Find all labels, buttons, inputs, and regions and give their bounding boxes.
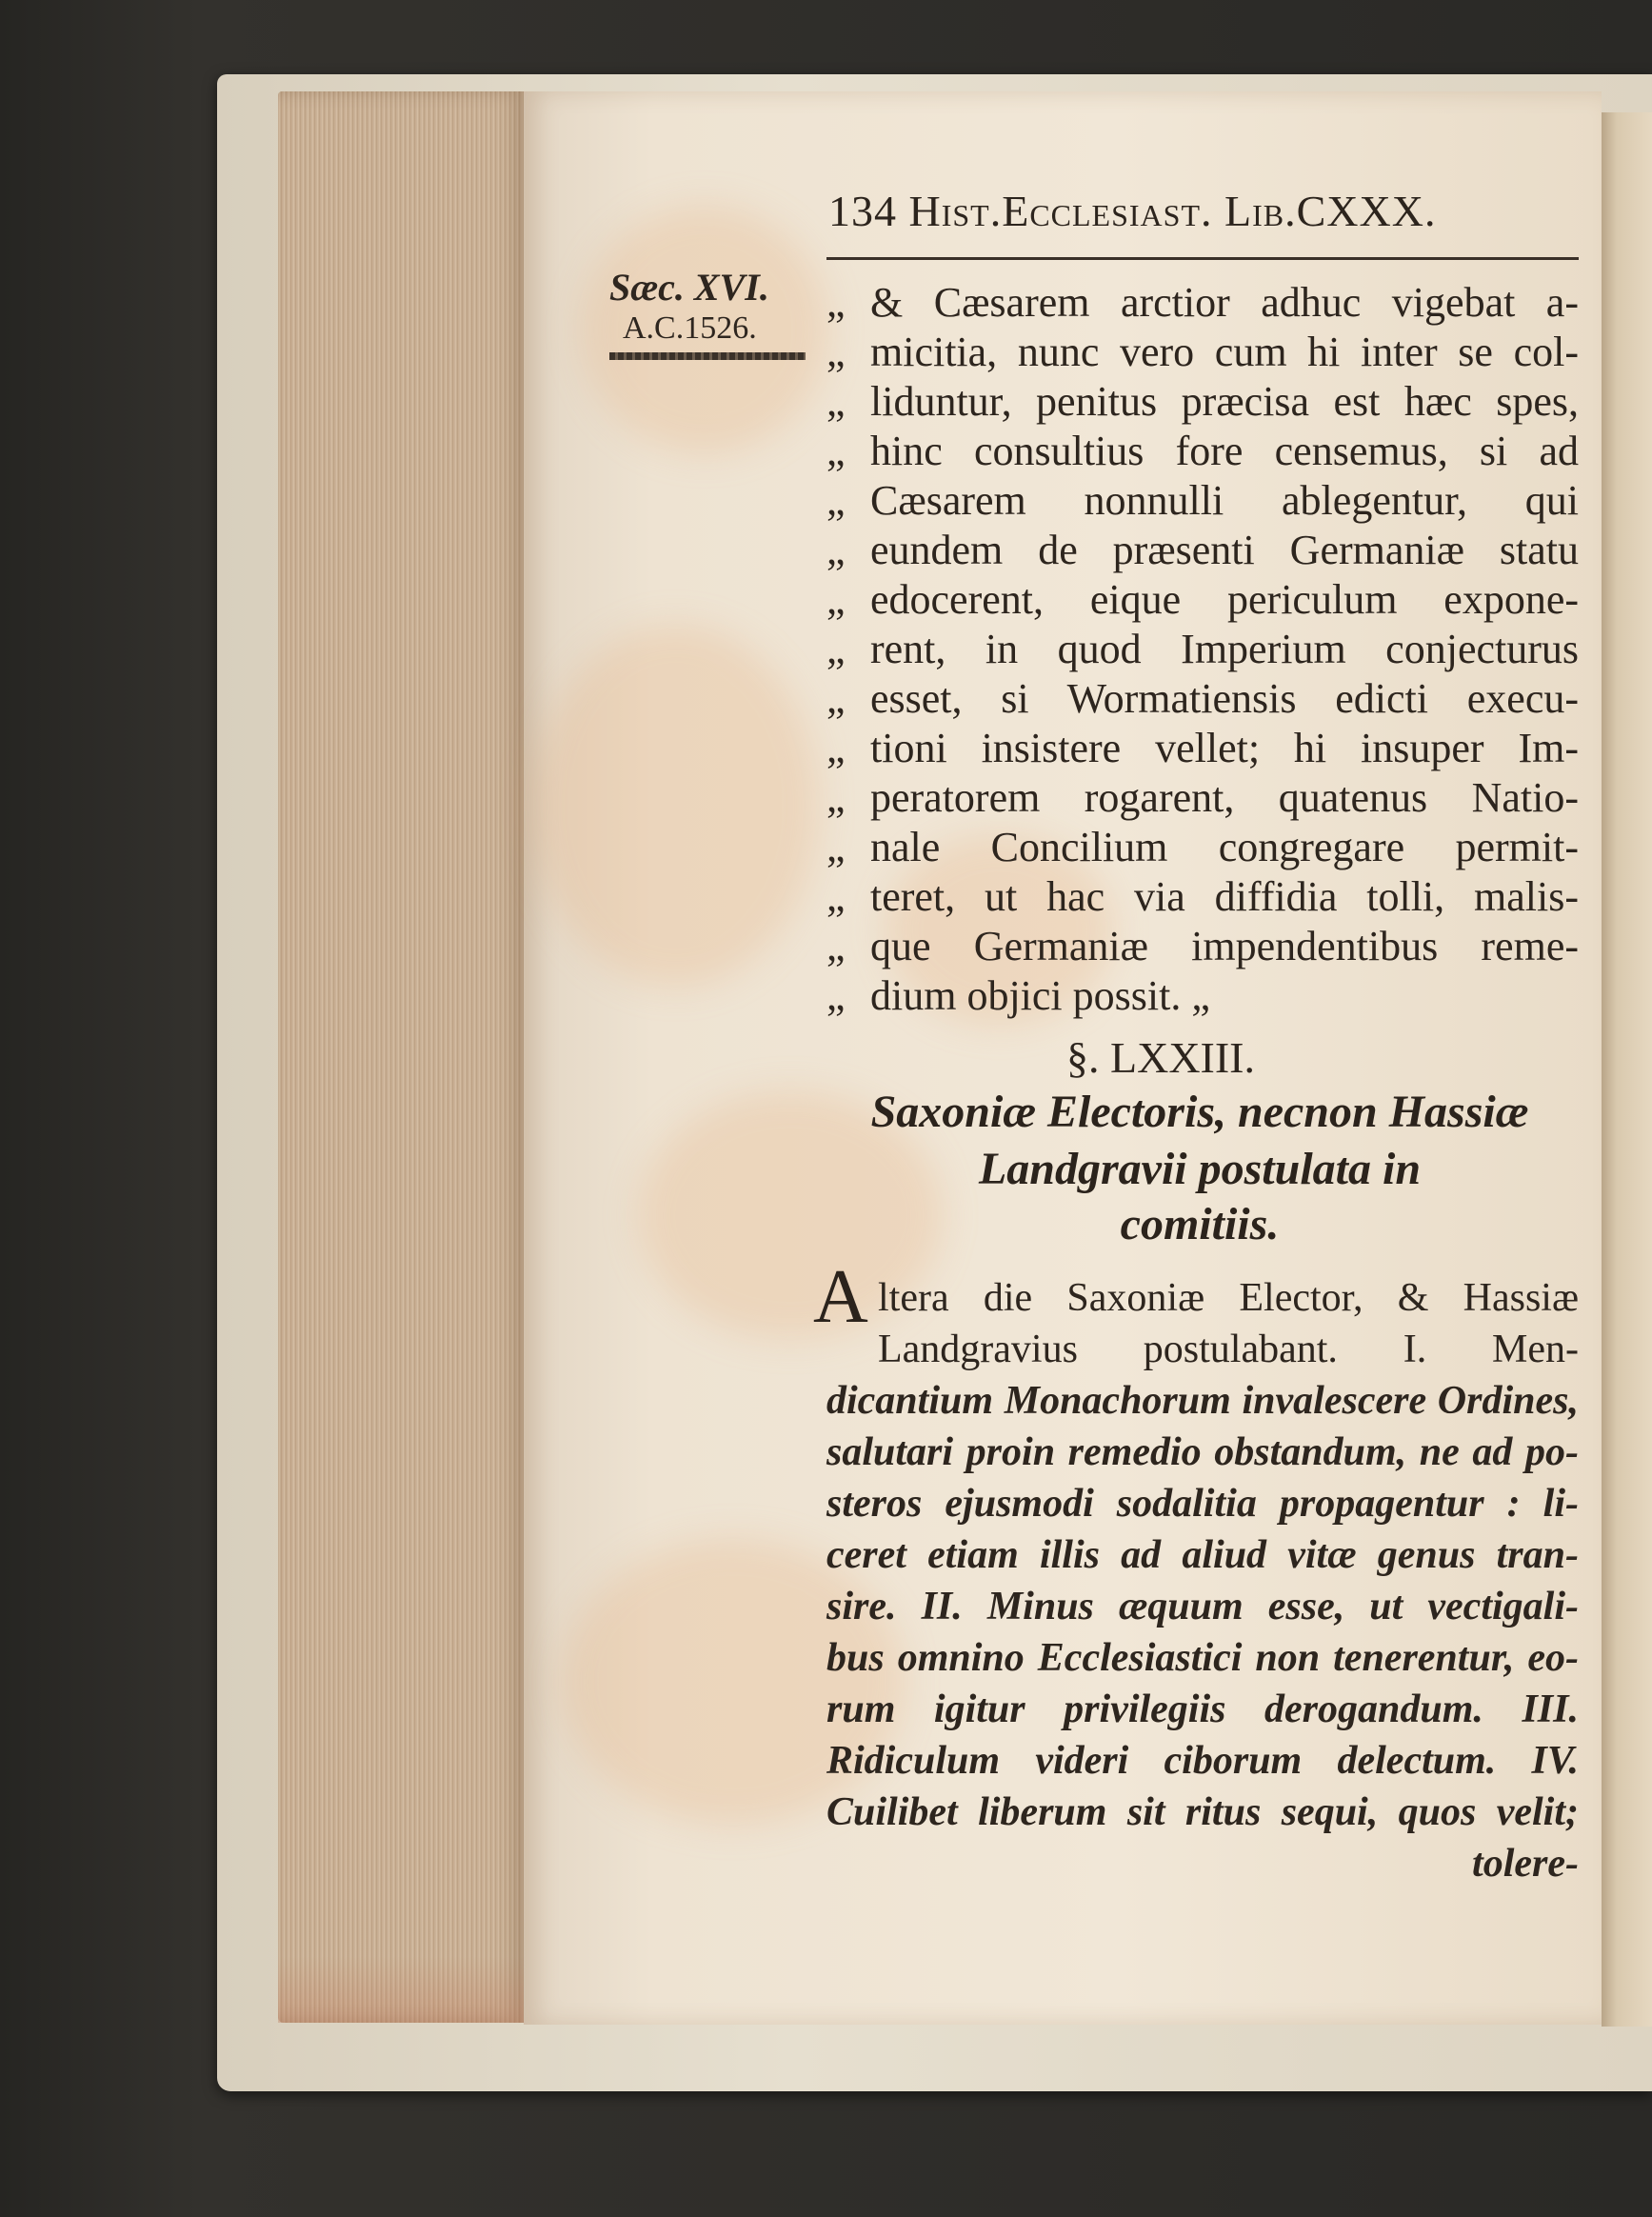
- quote-line: „ peratorem rogarent, quatenus Natio-: [826, 774, 1579, 821]
- quote-line: „ & Cæsarem arctior adhuc vigebat a-: [826, 279, 1579, 326]
- margin-note: [609, 265, 809, 350]
- quote-line: „ hinc consultius fore censemus, si ad: [826, 428, 1579, 474]
- quote-line: „ eundem de præsenti Germaniæ statu: [826, 527, 1579, 573]
- paragraph-line: dicantium Monachorum invalescere Ordines,: [826, 1379, 1579, 1423]
- drop-cap: A: [813, 1255, 868, 1339]
- paragraph-line: Landgravius postulabant. I. Men-: [878, 1328, 1579, 1371]
- running-head: [828, 186, 1581, 252]
- catchword: tolere-: [1472, 1842, 1579, 1886]
- margin-century: Sæc. XVI.: [609, 266, 769, 309]
- header-rule: [826, 257, 1579, 260]
- quote-line: „ esset, si Wormatiensis edicti execu-: [826, 675, 1579, 722]
- paragraph-line: Ridiculum videri ciborum delectum. IV.: [826, 1739, 1579, 1783]
- quote-line: „ nale Concilium congregare permit-: [826, 824, 1579, 870]
- paragraph-line: steros ejusmodi sodalitia propagentur : li-: [826, 1482, 1579, 1526]
- paragraph-line: ltera die Saxoniæ Elector, & Hassiæ: [878, 1276, 1579, 1320]
- section-heading-line: Saxoniæ Electoris, necnon Hassiæ: [870, 1087, 1529, 1137]
- quote-line: „ micitia, nunc vero cum hi inter se col-: [826, 329, 1579, 375]
- facing-page-edge: [1602, 112, 1652, 2027]
- quote-line: „ dium objici possit. „: [826, 972, 1210, 1019]
- page-number: 134: [828, 187, 897, 235]
- quote-line: „ que Germaniæ impendentibus reme-: [826, 923, 1579, 969]
- section-heading-line: Landgravii postulata in: [978, 1144, 1422, 1194]
- quote-line: „ edocerent, eique periculum expone-: [826, 576, 1579, 623]
- foxing-stain: [533, 625, 819, 987]
- running-title: Hist.Ecclesiast.: [908, 187, 1213, 235]
- quote-line: „ Cæsarem nonnulli ablegentur, qui: [826, 477, 1579, 524]
- quote-line: „ liduntur, penitus præcisa est hæc spes,: [826, 378, 1579, 425]
- page-edges: [278, 91, 524, 2023]
- paragraph-line: rum igitur privilegiis derogandum. III.: [826, 1688, 1579, 1731]
- quote-line: „ teret, ut hac via diffidia tolli, malis-: [826, 873, 1579, 920]
- book-number: Lib.CXXX.: [1224, 187, 1437, 235]
- paragraph-line: sire. II. Minus æquum esse, ut vectigali-: [826, 1585, 1579, 1628]
- section-heading-line: comitiis.: [1120, 1199, 1280, 1249]
- paragraph-line: bus omnino Ecclesiastici non tenerentur, eo-: [826, 1636, 1579, 1680]
- margin-ornament: [609, 352, 806, 360]
- quote-line: „ rent, in quod Imperium conjecturus: [826, 626, 1579, 672]
- margin-year: A.C.1526.: [623, 310, 757, 346]
- paragraph-line: salutari proin remedio obstandum, ne ad po-: [826, 1430, 1579, 1474]
- paragraph-line: Cuilibet liberum sit ritus sequi, quos velit;: [826, 1790, 1579, 1834]
- section-number: §. LXXIII.: [1066, 1033, 1255, 1082]
- quote-line: „ tioni insistere vellet; hi insuper Im-: [826, 725, 1579, 771]
- paragraph-line: ceret etiam illis ad aliud vitæ genus tran-: [826, 1533, 1579, 1577]
